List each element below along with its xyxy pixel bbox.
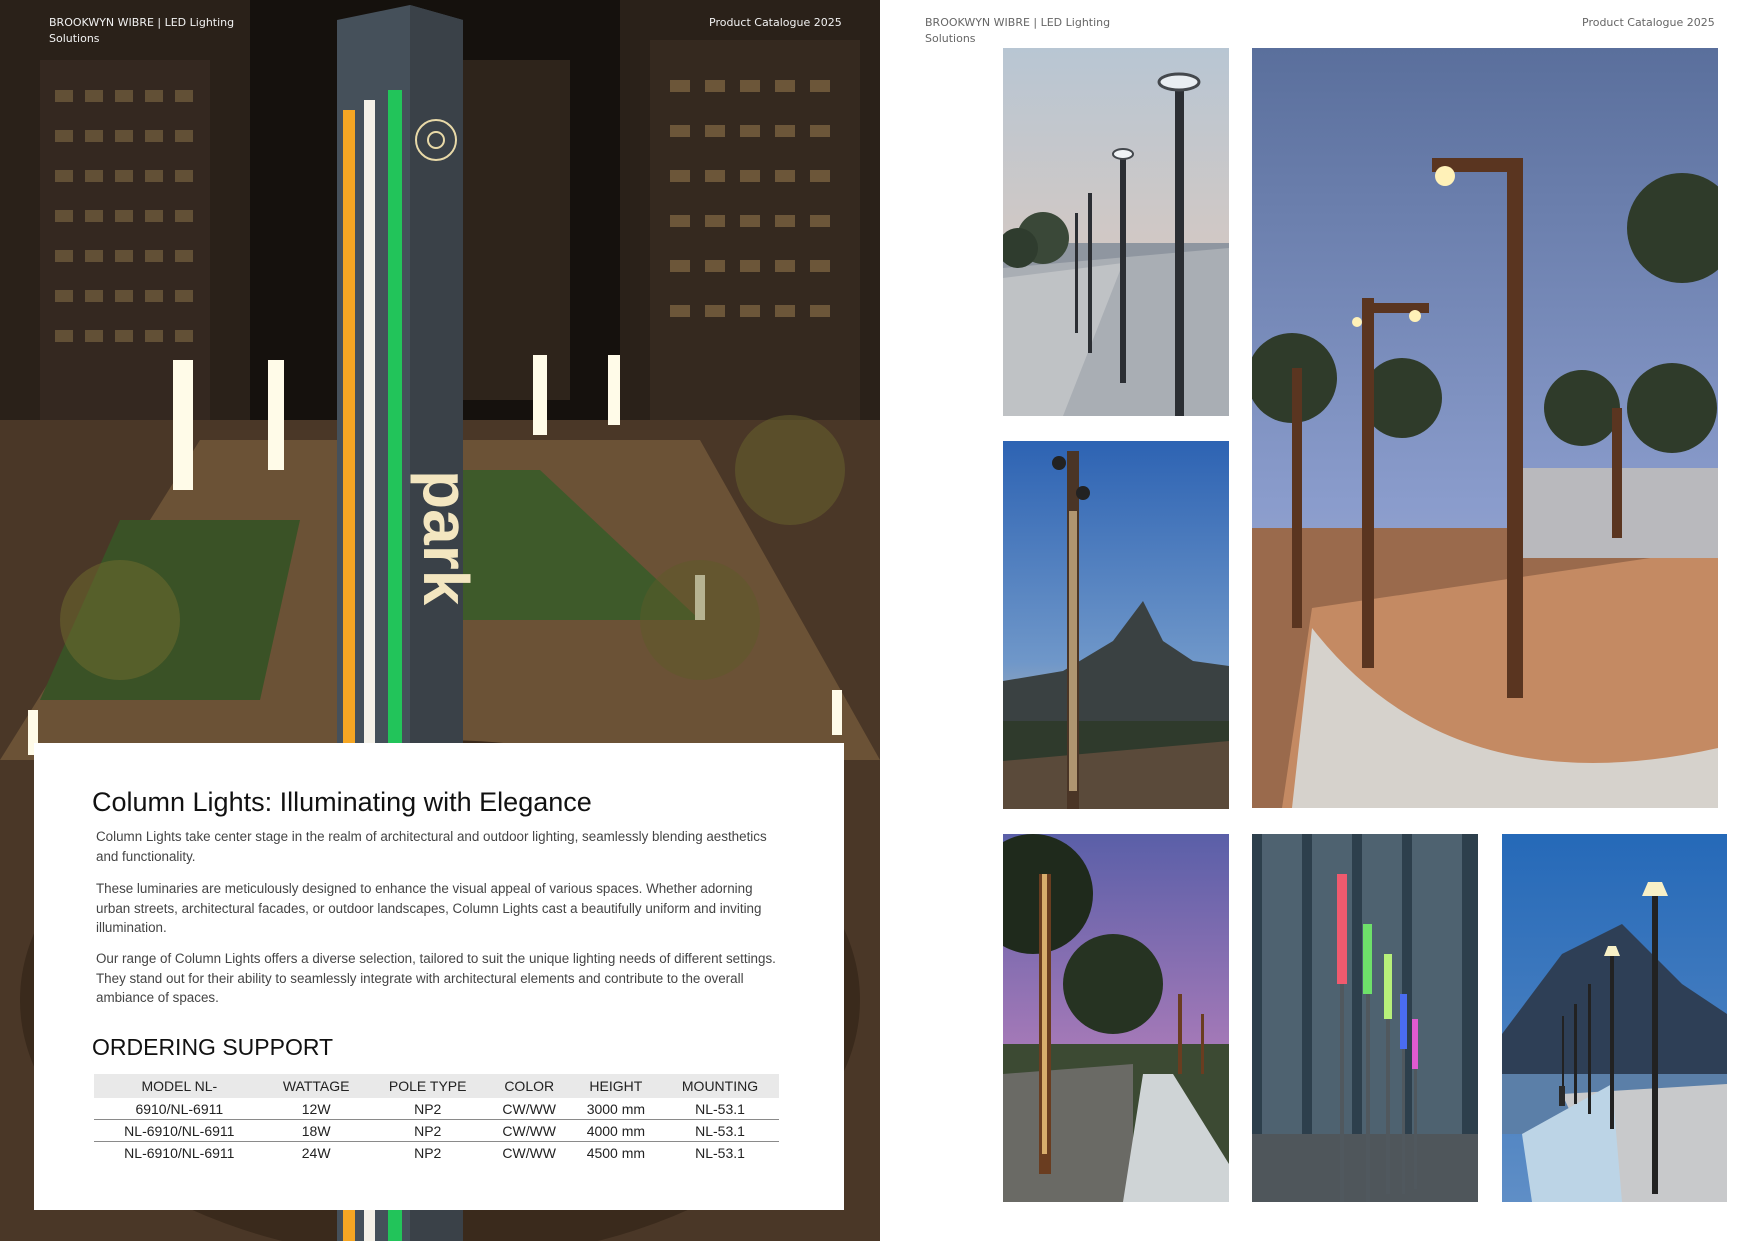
ordering-support-heading: ORDERING SUPPORT: [92, 1034, 334, 1060]
cell-mounting: NL-53.1: [661, 1142, 779, 1164]
photo-corten-pathway: [1003, 834, 1229, 1202]
header-brand: BROOKWYN WIBRE | LED Lighting Solutions: [49, 16, 235, 45]
table-header-row: [94, 1074, 779, 1098]
cell-model: 6910/NL-6911: [135, 1100, 224, 1117]
photo-seafront-lanterns: [1502, 834, 1727, 1202]
design-paragraph: These luminaries are meticulously designed to enhance the visual appeal of various spaces. Whether adorning urban streets, architectural facades, or outdoor landscapes, Column Lights cast a beautifully uniform and inviting illumination.: [96, 881, 762, 935]
cell-mounting: NL-53.1: [695, 1100, 745, 1117]
header-catalogue: Product Catalogue 2025: [709, 16, 842, 29]
cell-model: NL-6910/NL-6911: [94, 1120, 265, 1142]
table-row: [94, 1098, 779, 1120]
cell-model: NL-6910/NL-6911: [94, 1142, 265, 1164]
intro-paragraph: Column Lights take center stage in the realm of architectural and outdoor lighting, seamlessly blending aesthetics and functionality.: [96, 829, 767, 864]
photo-corten-poles-palms: [1252, 48, 1718, 808]
right-header-catalogue: Product Catalogue 2025: [1582, 16, 1715, 29]
cell-pole-type: NP2: [414, 1100, 442, 1117]
table-row: [94, 1142, 779, 1164]
photo-rgb-columns-building: [1252, 834, 1478, 1202]
cell-mounting: NL-53.1: [661, 1120, 779, 1142]
info-panel: [34, 743, 844, 1210]
photo-twin-spot-pole: [1003, 441, 1229, 809]
cell-wattage: 24W: [265, 1142, 368, 1164]
cell-color: CW/WW: [502, 1100, 557, 1117]
photo-waterfront-promenade: [1003, 48, 1229, 416]
cell-height: 3000 mm: [586, 1100, 646, 1117]
right-header-brand: BROOKWYN WIBRE | LED Lighting Solutions: [925, 16, 1111, 45]
cell-height: 4500 mm: [571, 1142, 661, 1164]
page-title: Column Lights: Illuminating with Elegance: [92, 787, 592, 817]
column-header-height: HEIGHT: [571, 1074, 661, 1098]
cell-pole-type: NP2: [368, 1142, 488, 1164]
column-header-pole-type: POLE TYPE: [368, 1074, 488, 1098]
column-header-mounting: MOUNTING: [661, 1074, 779, 1098]
cell-pole-type: NP2: [368, 1120, 488, 1142]
column-sign-text: park: [410, 470, 482, 606]
ordering-table: [94, 1074, 779, 1163]
table-row: [94, 1120, 779, 1142]
column-header-color: COLOR: [488, 1074, 571, 1098]
cell-height: 4000 mm: [571, 1120, 661, 1142]
column-header-wattage: WATTAGE: [265, 1074, 368, 1098]
cell-color: CW/WW: [488, 1142, 571, 1164]
cell-wattage: 12W: [301, 1100, 331, 1117]
cell-color: CW/WW: [488, 1120, 571, 1142]
cell-wattage: 18W: [265, 1120, 368, 1142]
column-header-model: MODEL NL-: [94, 1074, 265, 1098]
range-paragraph: Our range of Column Lights offers a diverse selection, tailored to suit the unique lighting needs of different settings. They stand out for their ability to seamlessly integrate with architectural elements and contribute to the overall ambiance of spaces.: [96, 951, 776, 1005]
